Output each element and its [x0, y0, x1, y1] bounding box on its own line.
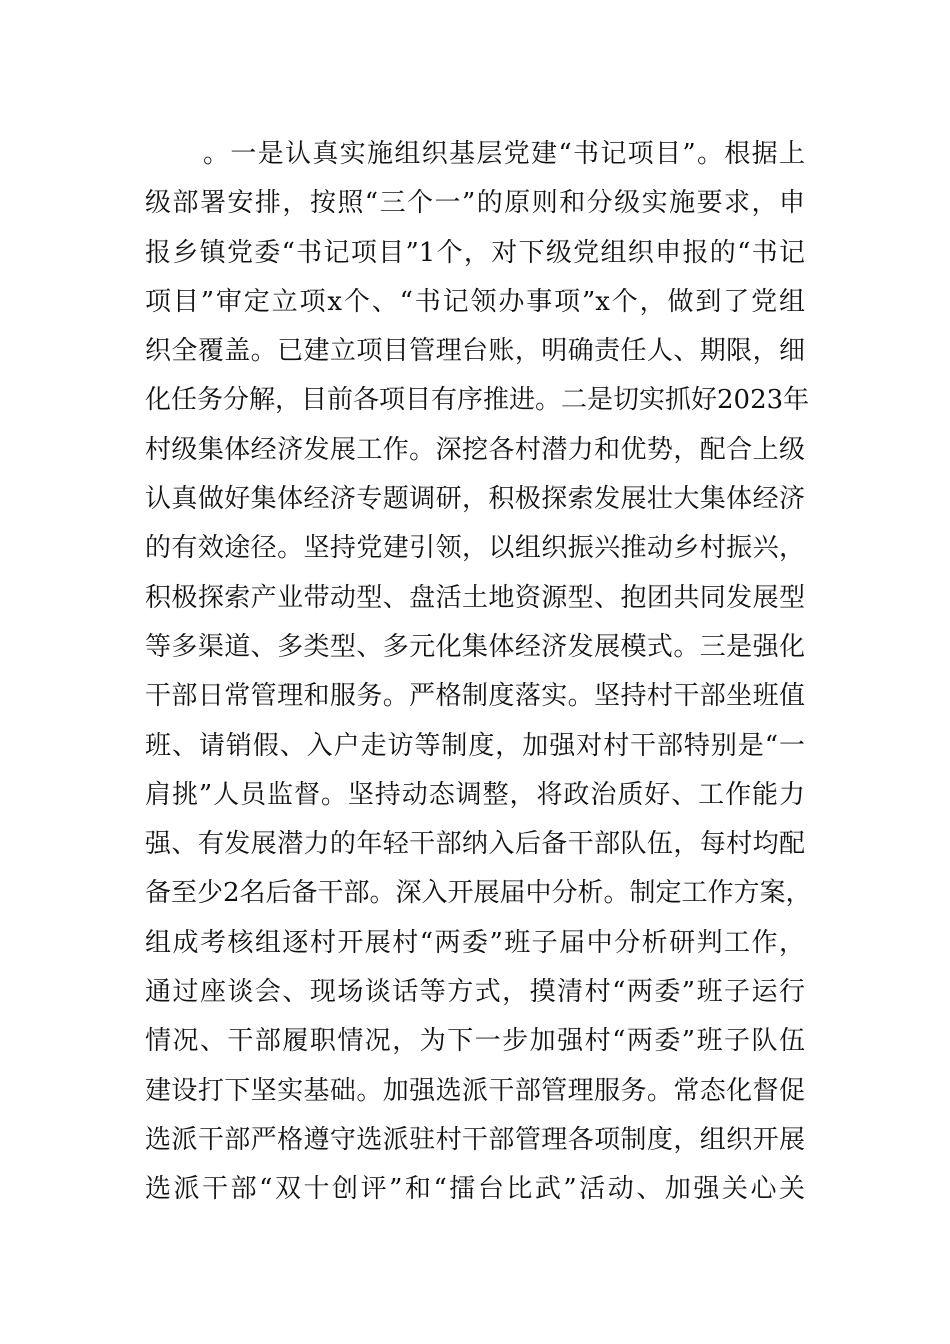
text-line: 项目”审定立项x个、“书记领办事项”x个，做到了党组	[145, 286, 805, 317]
text-line: 干部日常管理和服务。严格制度落实。坚持村干部坐班值	[145, 681, 805, 712]
text-line: 组成考核组逐村开展村“两委”班子届中分析研判工作，	[145, 927, 805, 958]
text-line: 强、有发展潜力的年轻干部纳入后备干部队伍，每村均配	[145, 829, 805, 860]
text-line: 积极探索产业带动型、盘活土地资源型、抱团共同发展型	[145, 582, 805, 613]
text-line: 选派干部严格遵守选派驻村干部管理各项制度，组织开展	[145, 1124, 805, 1155]
text-line: 备至少2名后备干部。深入开展届中分析。制定工作方案，	[145, 878, 812, 909]
body-paragraph	[145, 130, 812, 1215]
text-line: 情况、干部履职情况，为下一步加强村“两委”班子队伍	[145, 1026, 805, 1057]
text-line: 建设打下坚实基础。加强选派干部管理服务。常态化督促	[145, 1075, 805, 1106]
text-line: 班、请销假、入户走访等制度，加强对村干部特别是“一	[145, 730, 805, 761]
text-line: 化任务分解，目前各项目有序推进。二是切实抓好2023年	[145, 385, 810, 416]
text-line: 。一是认真实施组织基层党建“书记项目”。根据上	[203, 139, 805, 169]
text-line: 的有效途径。坚持党建引领，以组织振兴推动乡村振兴，	[145, 533, 805, 564]
text-line: 报乡镇党委“书记项目”1个，对下级党组织申报的“书记	[145, 237, 805, 268]
text-line: 肩挑”人员监督。坚持动态调整，将政治质好、工作能力	[145, 779, 805, 810]
text-line: 村级集体经济发展工作。深挖各村潜力和优势，配合上级	[145, 434, 805, 465]
text-line: 等多渠道、多类型、多元化集体经济发展模式。三是强化	[145, 631, 805, 662]
text-line: 认真做好集体经济专题调研，积极探索发展壮大集体经济	[145, 484, 805, 515]
text-line: 通过座谈会、现场谈话等方式，摸清村“两委”班子运行	[145, 977, 805, 1008]
text-line: 选派干部“双十创评”和“擂台比武”活动、加强关心关	[145, 1174, 805, 1205]
text-line: 级部署安排，按照“三个一”的原则和分级实施要求，申	[145, 188, 805, 219]
text-line: 织全覆盖。已建立项目管理台账，明确责任人、期限，细	[145, 336, 805, 367]
